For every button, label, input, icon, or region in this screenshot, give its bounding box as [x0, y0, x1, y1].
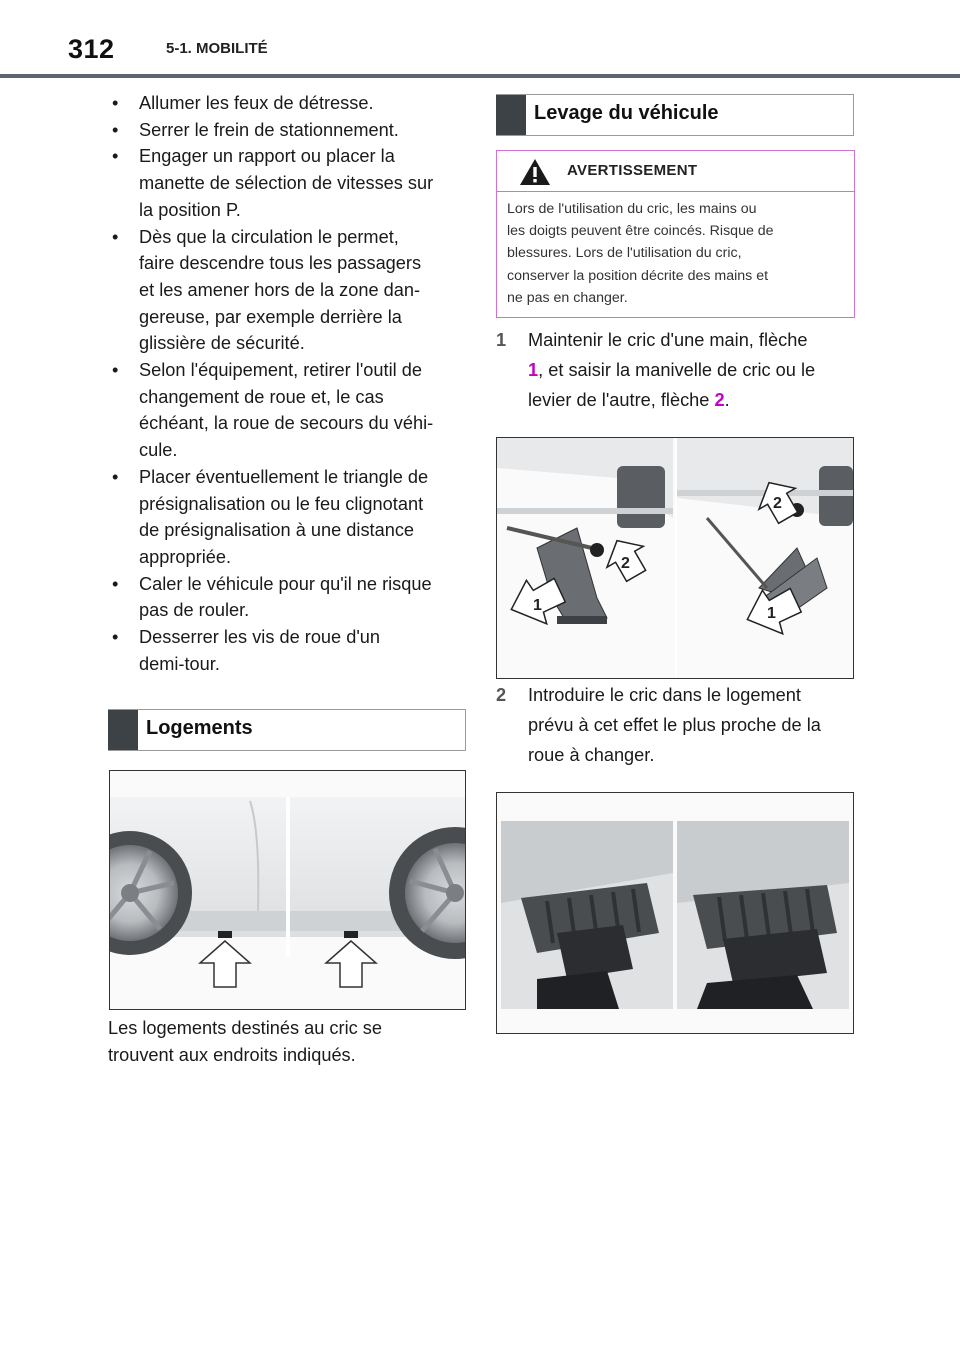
jack-points-illustration [109, 770, 466, 1010]
jack-pad-closeup [497, 793, 853, 1033]
list-item: • Allumer les feux de détresse. [108, 90, 468, 117]
instruction-list [108, 90, 468, 677]
bullet-marker: • [112, 93, 119, 113]
page-header [0, 0, 960, 80]
section-title: Levage du véhicule [534, 102, 719, 124]
arrow-marker-2: 2 [714, 390, 725, 410]
bullet-marker: • [112, 573, 119, 594]
list-item: • Selon l'équipement, retirer l'outil de changement de roue et, le cas échéant, la roue de secours du véhi- cule. [108, 357, 468, 464]
section-heading-levage [496, 94, 854, 136]
jack-label-2: 2 [621, 555, 630, 572]
step-number: 2 [496, 685, 507, 705]
heading-bar [496, 95, 526, 135]
step-1: 1 Maintenir le cric d'une main, flèche 1, et saisir la manivelle de cric ou le levier de l'autre, flèche 2. [496, 330, 816, 410]
bullet-marker: • [112, 627, 119, 648]
warning-text: Lors de l'utilisation du cric, les mains ou les doigts peuvent être coincés. Risque de blessures. Lors de l'utilisation du cric, conserver la position décrite des mains et ne pas en changer. [507, 201, 774, 306]
bullet-marker: • [112, 226, 119, 247]
list-item: • Dès que la circulation le permet, faire descendre tous les passagers et les amener hors de la zone dan- gereuse, par exemple derrière la glissière de sécurité. [108, 224, 468, 358]
warning-triangle-icon [519, 158, 551, 186]
warning-label: AVERTISSEMENT [567, 162, 698, 179]
warning-header [497, 151, 854, 192]
heading-bar [108, 710, 138, 750]
bullet-marker: • [112, 146, 119, 167]
bullet-marker: • [112, 119, 119, 140]
bullet-marker: • [112, 466, 119, 487]
warning-box [496, 150, 855, 318]
list-item: • Desserrer les vis de roue d'un demi-tour. [108, 624, 468, 677]
list-item: • Serrer le frein de stationnement. [108, 117, 468, 144]
step-number: 1 [496, 330, 507, 350]
jack-label-1: 1 [533, 597, 542, 614]
jack-handling-illustration [496, 437, 854, 679]
arrow-marker-1: 1 [528, 360, 539, 380]
section-title: Logements [146, 717, 253, 739]
jack-illustration [497, 438, 853, 678]
step-2: 2 Introduire le cric dans le logement prévu à cet effet le plus proche de la roue à changer. [496, 685, 821, 765]
jack-label-2: 2 [773, 495, 782, 512]
section-heading-logements [108, 709, 466, 751]
jack-label-1: 1 [767, 605, 776, 622]
jack-pad-illustration [496, 792, 854, 1034]
list-item: • Caler le véhicule pour qu'il ne risque pas de rouler. [108, 571, 468, 624]
header-rule [0, 74, 960, 78]
list-item: • Placer éventuellement le triangle de présignalisation ou le feu clignotant de présignalisation à une distance appropriée. [108, 464, 468, 571]
list-item: • Engager un rapport ou placer la manette de sélection de vitesses sur la position P. [108, 143, 468, 223]
bullet-marker: • [112, 360, 119, 381]
logements-caption: Les logements destinés au cric se trouvent aux endroits indiqués. [108, 1018, 382, 1065]
page-number: 312 [68, 34, 115, 64]
chapter-title: 5-1. MOBILITÉ [166, 40, 268, 57]
car-side-illustration [110, 771, 465, 1009]
